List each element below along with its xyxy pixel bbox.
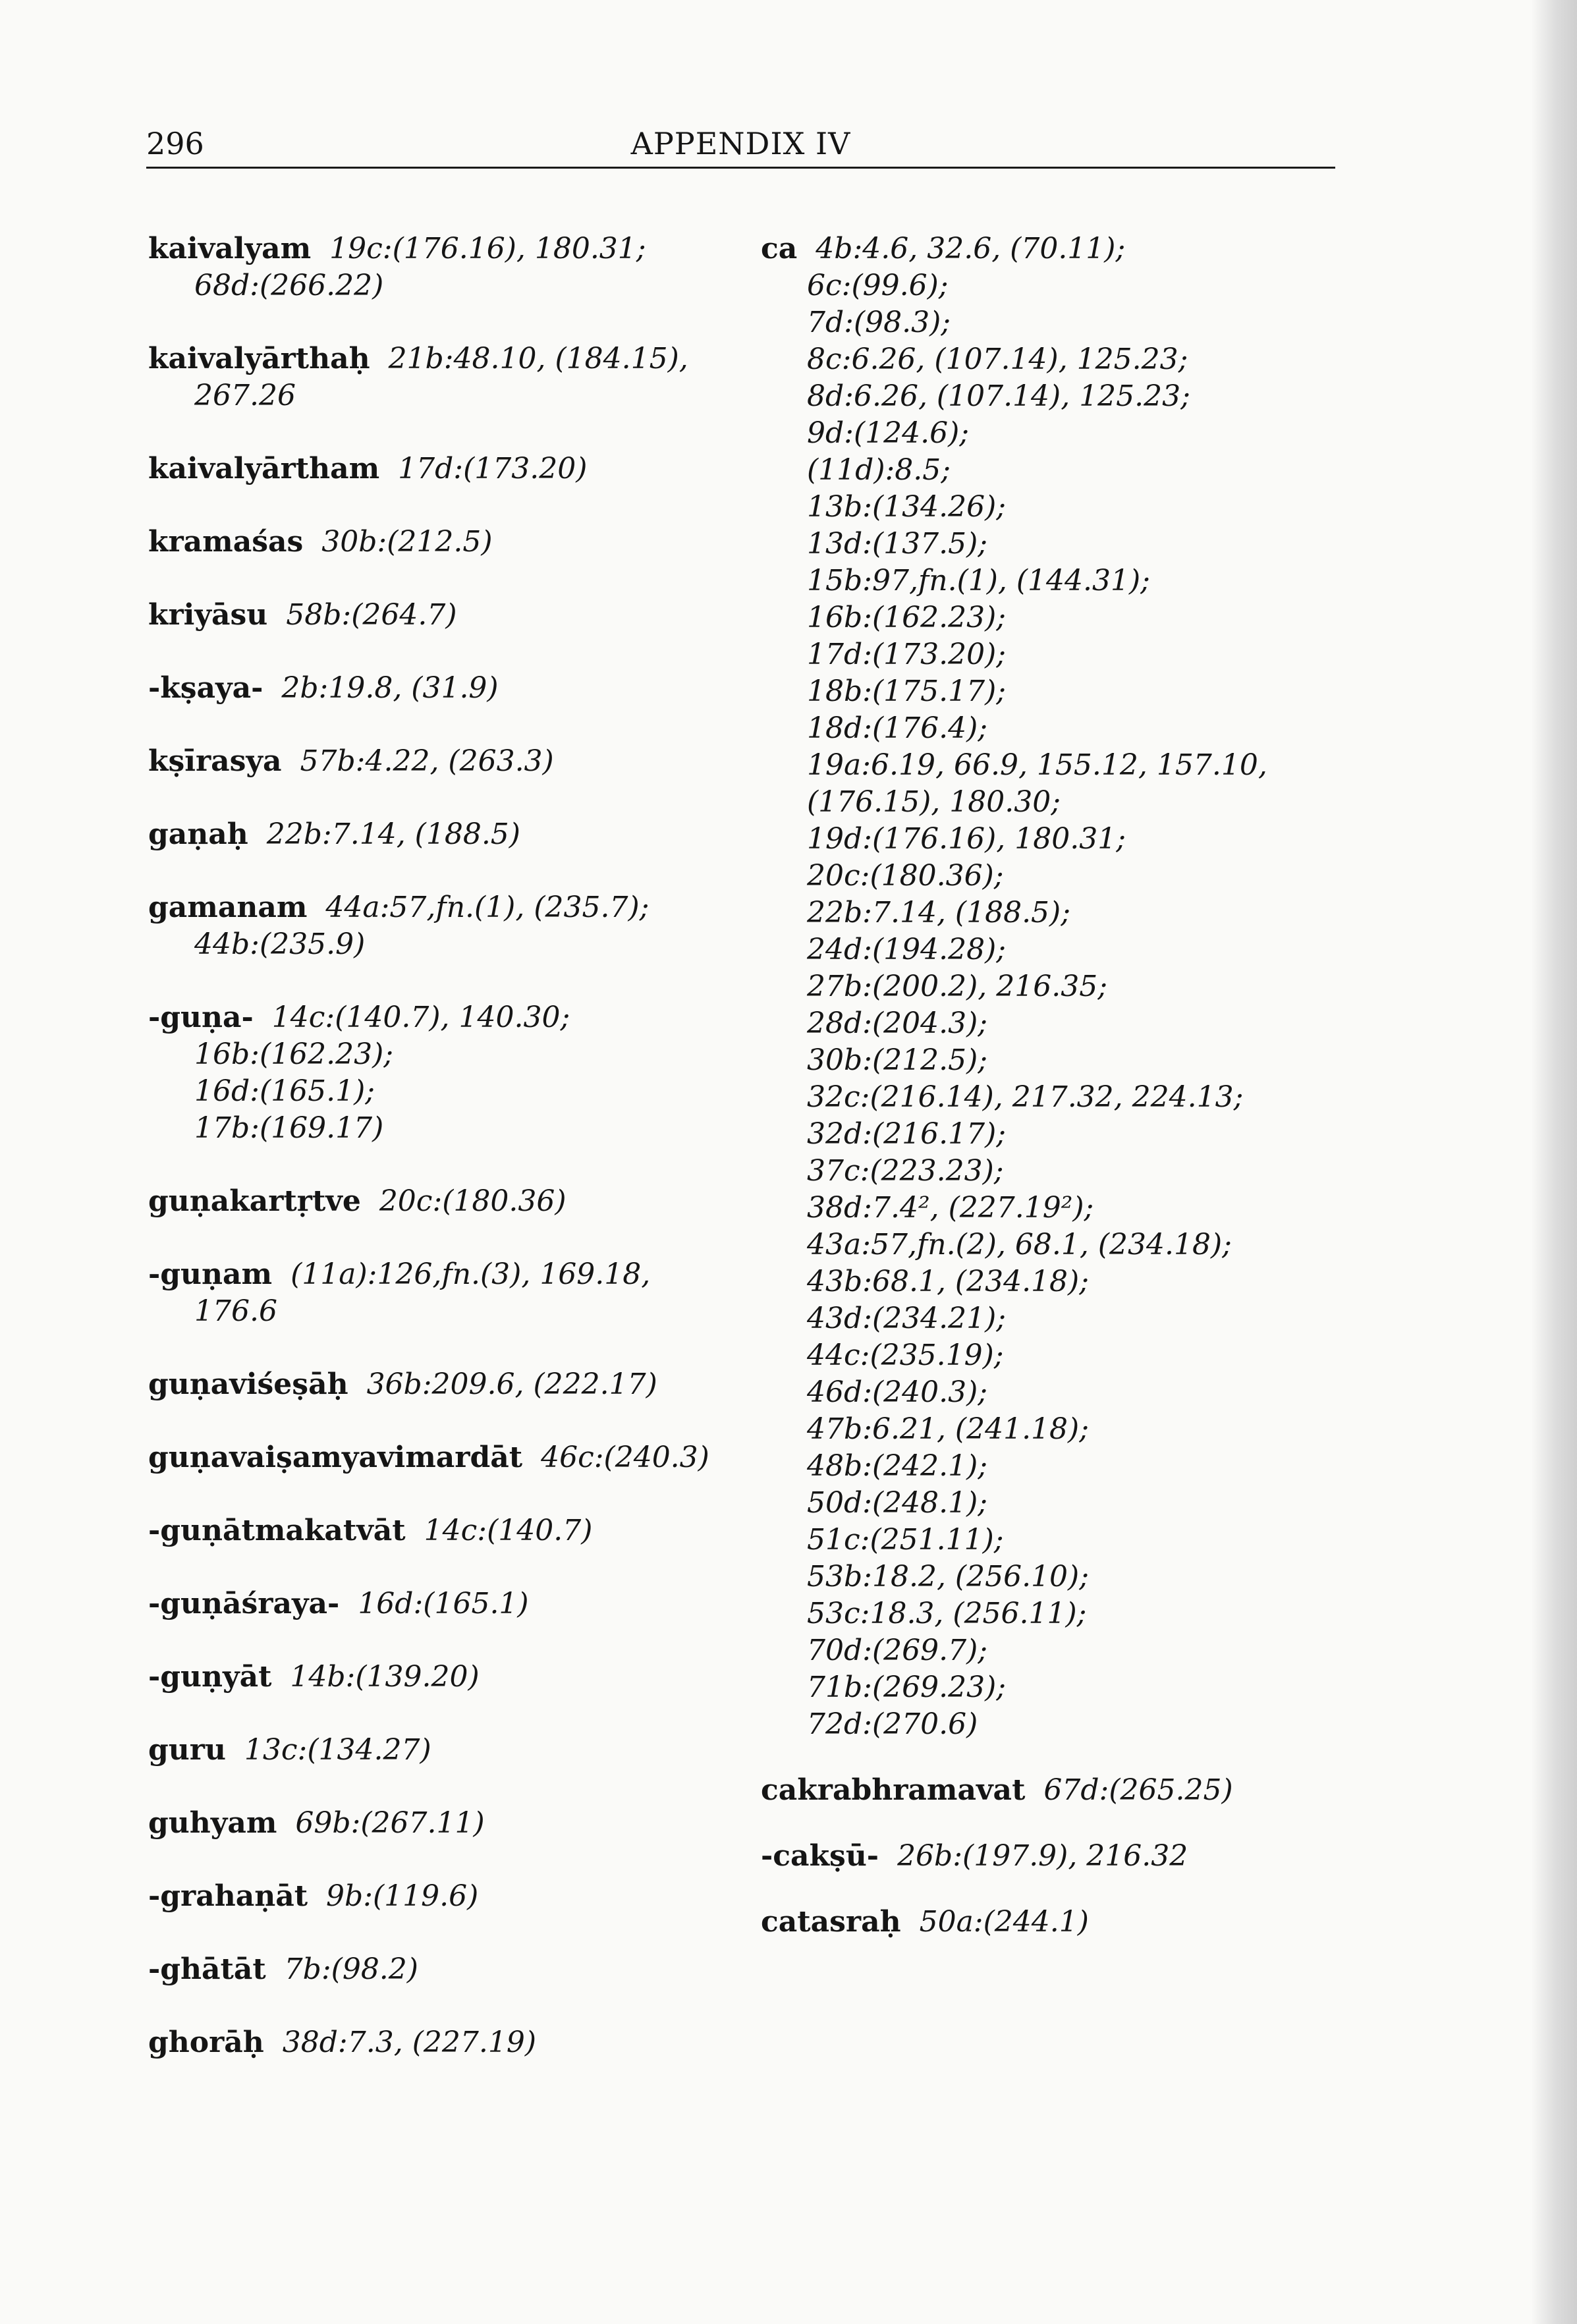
page-header: [146, 125, 1335, 165]
index-references: 28d:(204.3);: [807, 1007, 988, 1040]
index-entry: [148, 1439, 754, 1476]
index-references: 32c:(216.14), 217.32, 224.13;: [807, 1080, 1244, 1114]
index-references: (176.15), 180.30;: [807, 785, 1061, 819]
index-references: 14c:(140.7), 140.30;: [271, 1001, 570, 1034]
index-references: 30b:(212.5): [321, 525, 493, 559]
index-headword: guru: [148, 1733, 226, 1767]
index-references: 46c:(240.3): [541, 1441, 709, 1474]
index-references: 44c:(235.19);: [807, 1339, 1004, 1372]
index-headword: gamanam: [148, 891, 308, 924]
index-headword: -guṇātmakatvāt: [148, 1514, 406, 1547]
index-references: 20c:(180.36): [379, 1184, 567, 1218]
index-references: 30b:(212.5);: [807, 1043, 988, 1077]
index-entry: [148, 2024, 754, 2061]
index-references: 9b:(119.6): [326, 1879, 479, 1913]
index-headword: -guṇāśraya-: [148, 1587, 340, 1620]
index-references: 176.6: [194, 1294, 277, 1328]
index-references: 8d:6.26, (107.14), 125.23;: [807, 379, 1190, 413]
scan-page-edge: [1531, 0, 1577, 2324]
index-references: 26b:(197.9), 216.32: [897, 1839, 1188, 1873]
index-entry: [148, 670, 754, 707]
index-headword: catasraḥ: [761, 1905, 901, 1939]
index-references: 17d:(173.20);: [807, 638, 1007, 671]
index-references: 14c:(140.7): [424, 1514, 593, 1547]
index-references: 17b:(169.17): [194, 1111, 384, 1145]
index-references: 267.26: [194, 379, 296, 412]
index-references: 46d:(240.3);: [807, 1375, 988, 1409]
index-references: 16b:(162.23);: [194, 1038, 394, 1071]
index-column-left: [148, 231, 754, 2097]
index-references: 50a:(244.1): [919, 1905, 1089, 1939]
index-headword: -guṇa-: [148, 1001, 254, 1034]
index-references: 13b:(134.26);: [807, 490, 1007, 524]
index-entry: [148, 1878, 754, 1915]
index-references: 51c:(251.11);: [807, 1523, 1004, 1557]
index-entry: [148, 1951, 754, 1988]
index-references: 7d:(98.3);: [807, 306, 951, 339]
index-entry: [761, 1904, 1327, 1941]
index-headword: ghorāḥ: [148, 2026, 264, 2059]
index-entry: [148, 1586, 754, 1622]
index-references: 20c:(180.36);: [807, 859, 1004, 893]
index-entry: [148, 524, 754, 561]
index-references: 48b:(242.1);: [807, 1449, 988, 1483]
index-references: 6c:(99.6);: [807, 269, 949, 302]
index-references: 38d:7.3, (227.19): [282, 2026, 536, 2059]
index-entry: [148, 231, 754, 304]
index-entry: [148, 1256, 754, 1330]
index-references: 13d:(137.5);: [807, 527, 988, 561]
index-references: 24d:(194.28);: [807, 933, 1007, 966]
index-entry: [148, 1805, 754, 1842]
index-references: 19a:6.19, 66.9, 155.12, 157.10,: [807, 748, 1267, 782]
index-references: 18d:(176.4);: [807, 711, 988, 745]
index-headword: -guṇyāt: [148, 1660, 272, 1694]
index-references: 43b:68.1, (234.18);: [807, 1265, 1090, 1298]
index-references: 47b:6.21, (241.18);: [807, 1412, 1090, 1446]
index-references: 38d:7.4², (227.19²);: [807, 1191, 1094, 1225]
index-references: 53b:18.2, (256.10);: [807, 1560, 1090, 1593]
index-references: 17d:(173.20): [398, 452, 588, 485]
index-headword: guṇaviśeṣāḥ: [148, 1368, 348, 1401]
index-entry: [761, 1838, 1327, 1875]
index-references: 43d:(234.21);: [807, 1302, 1007, 1335]
index-references: 32d:(216.17);: [807, 1117, 1007, 1151]
index-headword: -grahaṇāt: [148, 1879, 308, 1913]
index-entry: [148, 1512, 754, 1549]
index-headword: guṇavaiṣamyavimardāt: [148, 1441, 523, 1474]
index-references: 8c:6.26, (107.14), 125.23;: [807, 343, 1188, 376]
index-entry: [148, 743, 754, 780]
index-references: 13c:(134.27): [244, 1733, 431, 1767]
index-references: 57b:4.22, (263.3): [300, 744, 554, 778]
running-head-title: APPENDIX IV: [630, 126, 851, 161]
index-references: (11d):8.5;: [807, 453, 951, 487]
index-headword: kaivalyārtham: [148, 452, 380, 485]
index-references: 19c:(176.16), 180.31;: [329, 232, 646, 265]
index-references: 22b:7.14, (188.5);: [807, 896, 1071, 929]
index-references: 22b:7.14, (188.5): [266, 817, 520, 851]
index-entry: [148, 1183, 754, 1220]
index-references: 50d:(248.1);: [807, 1486, 988, 1520]
index-entry: [761, 231, 1327, 1743]
index-headword: -ghātāt: [148, 1952, 266, 1986]
index-entry: [148, 1732, 754, 1769]
index-references: 53c:18.3, (256.11);: [807, 1597, 1087, 1630]
index-headword: -cakṣū-: [761, 1839, 879, 1873]
index-references: 18b:(175.17);: [807, 675, 1007, 708]
index-headword: kriyāsu: [148, 598, 268, 632]
index-references: 14b:(139.20): [290, 1660, 480, 1694]
index-entry: [148, 1366, 754, 1403]
index-entry: [148, 341, 754, 414]
index-headword: guhyam: [148, 1806, 277, 1840]
index-references: 15b:97,fn.(1), (144.31);: [807, 564, 1150, 597]
header-rule: [146, 167, 1335, 169]
index-references: 16b:(162.23);: [807, 601, 1007, 634]
index-headword: kaivalyārthaḥ: [148, 342, 370, 375]
index-entry: [148, 1659, 754, 1696]
index-references: 44b:(235.9): [194, 927, 366, 961]
index-references: 70d:(269.7);: [807, 1634, 988, 1667]
index-references: 43a:57,fn.(2), 68.1, (234.18);: [807, 1228, 1232, 1261]
index-references: 71b:(269.23);: [807, 1671, 1007, 1704]
index-references: 44a:57,fn.(1), (235.7);: [325, 891, 650, 924]
index-references: 19d:(176.16), 180.31;: [807, 822, 1126, 856]
index-references: 16d:(165.1): [358, 1587, 529, 1620]
index-references: 58b:(264.7): [286, 598, 457, 632]
index-entry: [148, 816, 754, 853]
index-headword: cakrabhramavat: [761, 1773, 1026, 1807]
index-entry: [148, 451, 754, 487]
index-headword: kaivalyam: [148, 232, 312, 265]
index-references: (11a):126,fn.(3), 169.18,: [290, 1258, 651, 1291]
index-headword: ca: [761, 232, 798, 265]
index-entry: [148, 889, 754, 963]
index-references: 37c:(223.23);: [807, 1154, 1004, 1188]
index-column-right: [761, 231, 1327, 1970]
index-references: 2b:19.8, (31.9): [281, 671, 499, 705]
index-references: 69b:(267.11): [295, 1806, 485, 1840]
page-number: 296: [146, 126, 204, 161]
index-references: 27b:(200.2), 216.35;: [807, 970, 1108, 1003]
index-references: 21b:48.10, (184.15),: [388, 342, 688, 375]
index-headword: -kṣaya-: [148, 671, 263, 705]
index-references: 9d:(124.6);: [807, 416, 970, 450]
index-references: 67d:(265.25): [1043, 1773, 1233, 1807]
index-entry: [148, 597, 754, 634]
index-references: 4b:4.6, 32.6, (70.11);: [816, 232, 1126, 265]
index-headword: kramaśas: [148, 525, 304, 559]
index-references: 16d:(165.1);: [194, 1074, 375, 1108]
index-headword: -guṇam: [148, 1258, 273, 1291]
index-references: 36b:209.6, (222.17): [366, 1368, 657, 1401]
index-headword: kṣīrasya: [148, 744, 282, 778]
index-headword: gaṇaḥ: [148, 817, 248, 851]
index-entry: [761, 1772, 1327, 1809]
index-headword: guṇakartṛtve: [148, 1184, 361, 1218]
index-references: 72d:(270.6): [807, 1707, 978, 1741]
index-entry: [148, 999, 754, 1147]
index-references: 7b:(98.2): [284, 1952, 418, 1986]
index-references: 68d:(266.22): [194, 269, 384, 302]
